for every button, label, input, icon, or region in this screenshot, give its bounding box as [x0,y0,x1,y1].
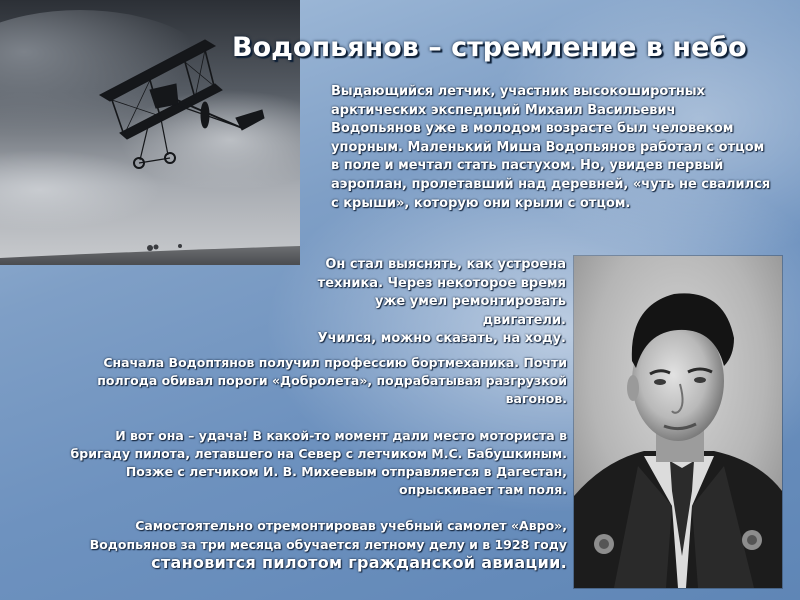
paragraph-gap [62,409,567,427]
career-line: бригаду пилота, летавшего на Север с летчиком М.С. Бабушкиным. [70,445,567,461]
slide-title: Водопьянов – стремление в небо [232,32,747,63]
career-paragraph [62,354,567,572]
career-line: Самостоятельно отремонтировав учебный самолет «Авро», [135,518,567,534]
career-line: И вот она – удача! В какой-то момент дали место моториста в [115,427,567,443]
tech-line: Он стал выяснять, как устроена [325,257,566,272]
tech-line: двигатели. [482,312,566,328]
career-line: Водопьянов за три месяца обучается летному делу и в 1928 году [89,536,567,552]
career-line: полгода обивал пороги «Добролета», подрабатывая разгрузкой [97,373,567,389]
intro-line: Водопьянов уже в молодом возрасте был человеком [331,121,734,137]
tech-line: Учился, можно сказать, на ходу. [317,331,566,347]
intro-line: арктических экспедиций Михаил Васильевич [331,102,676,118]
career-line: вагонов. [505,391,567,407]
tech-line: техника. Через некоторое время [317,275,566,291]
career-final-line: становится пилотом гражданской авиации. [151,552,567,572]
intro-paragraph [331,83,771,213]
intro-line: Выдающийся летчик, участник высокоширотных [331,84,705,99]
intro-line: аэроплан, пролетавший над деревней, «чуть не свалился [331,176,771,192]
tech-paragraph [310,256,566,349]
intro-line: с крыши», которую они крыли с отцом. [331,195,631,211]
career-line: Сначала Водоптянов получил профессию бортмеханика. Почти [103,355,567,370]
paragraph-gap [62,499,567,517]
intro-line: упорным. Маленький Миша Водопьянов работал с отцом [331,139,765,155]
career-line: опрыскивает там поля. [399,482,567,498]
tech-line: уже умел ремонтировать [374,294,566,310]
portrait-photo [574,256,782,588]
intro-line: в поле и мечтал стать пастухом. Но, увидев первый [331,158,724,174]
career-line: Позже с летчиком И. В. Михеевым отправляется в Дагестан, [125,464,567,480]
